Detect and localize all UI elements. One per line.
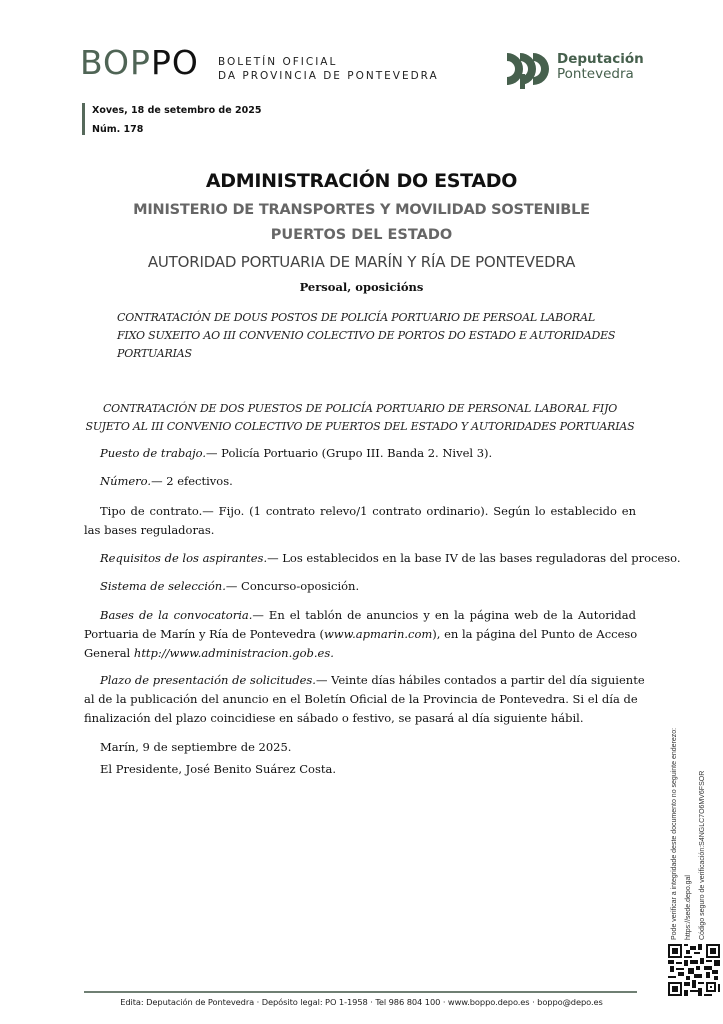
bulletin-title (218, 55, 439, 83)
title-spanish (84, 400, 636, 436)
publisher-line1: Deputación (557, 51, 644, 67)
title-galician (117, 309, 617, 363)
label-puesto: Puesto de trabajo. (100, 446, 207, 460)
label-sistema: Sistema de selección. (100, 579, 226, 593)
footer-divider (84, 991, 637, 993)
text-requisitos: — Los establecidos en la base IV de las bases reguladoras del proceso. (267, 551, 681, 565)
verification-note (668, 650, 720, 940)
text-numero: — 2 efectivos. (151, 474, 233, 488)
text-puesto: — Policía Portuario (Grupo III. Banda 2. Nivel 3). (206, 446, 493, 460)
verification-url[interactable]: https://sede.depo.gal (685, 875, 692, 940)
verification-code: Código seguro de verificación:S4NGLC7O6MV6FSOR (699, 770, 706, 940)
logo-bop: BOP (80, 43, 151, 82)
text-sistema: — Concurso-oposición. (225, 579, 360, 593)
paragraph-plazo (84, 671, 645, 728)
text-bases-3a: General (84, 646, 134, 660)
signature-text: El Presidente, José Benito Suárez Costa. (100, 762, 337, 776)
title-spanish-line: SUJETO AL III CONVENIO COLECTIVO DE PUERTOS DEL ESTADO Y AUTORIDADES PORTUARIAS (85, 420, 635, 433)
heading-authority: AUTORIDAD PORTUARIA DE MARÍN Y RÍA DE PONTEVEDRA (147, 253, 576, 271)
label-plazo: Plazo de presentación de solicitudes. (100, 673, 316, 687)
text-tipo-line1: Tipo de contrato.— Fijo. (1 contrato relevo/1 contrato ordinario). Según lo establecido en (100, 504, 636, 518)
label-numero: Número. (100, 474, 152, 488)
boppo-logo (80, 43, 199, 82)
verification-line1: Pode verificar a integridade deste documento no seguinte enderezo: (671, 727, 678, 940)
paragraph-requisitos (84, 549, 681, 568)
place-date (84, 738, 636, 757)
label-requisitos: Requisitos de los aspirantes. (100, 551, 268, 565)
text-bases-2b: ), en la página del Punto de Acceso (432, 627, 638, 641)
heading-administration: ADMINISTRACIÓN DO ESTADO (205, 170, 518, 192)
text-plazo-2: al de la publicación del anuncio en el Boletín Oficial de la Provincia de Pontevedra. Si el día de (84, 692, 638, 706)
section-label: Persoal, oposicións (299, 280, 424, 294)
deputacion-logo-icon (505, 50, 553, 94)
label-bases: Bases de la convocatoria. (100, 608, 253, 622)
text-plazo-3: finalización del plazo coincidiese en sábado o festivo, se pasará al día siguiente hábil. (84, 711, 584, 725)
paragraph-numero (84, 472, 636, 491)
heading-ministry: MINISTERIO DE TRANSPORTES Y MOVILIDAD SOSTENIBLE (133, 202, 590, 218)
link-administracion[interactable]: http://www.administracion.gob.es. (133, 646, 334, 660)
paragraph-tipo (84, 502, 636, 540)
title-galician-line: FIXO SUXEITO AO III CONVENIO COLECTIVO DE PORTOS DO ESTADO E AUTORIDADES (117, 329, 616, 342)
issue-number: Núm. 178 (92, 124, 144, 135)
text-plazo-1: — Veinte días hábiles contados a partir del día siguiente (315, 673, 645, 687)
title-spanish-line: CONTRATACIÓN DE DOS PUESTOS DE POLICÍA PORTUARIO DE PERSONAL LABORAL FIJO (102, 402, 618, 415)
footer-info: Edita: Deputación de Pontevedra · Depósito legal: PO 1-1958 · Tel 986 804 100 · www.boppo.depo.es · boppo@depo.es (120, 997, 603, 1007)
title-galician-line: CONTRATACIÓN DE DOUS POSTOS DE POLICÍA PORTUARIO DE PERSOAL LABORAL (117, 311, 595, 324)
qr-code-icon (668, 944, 720, 996)
paragraph-puesto (84, 444, 636, 463)
publisher-name (557, 52, 644, 82)
paragraph-sistema (84, 577, 636, 596)
text-tipo-line2: las bases reguladoras. (84, 523, 215, 537)
date-accent-bar (82, 103, 85, 135)
publisher-line2: Pontevedra (557, 66, 634, 82)
link-apmarin[interactable]: www.apmarin.com (323, 627, 433, 641)
text-bases-2a: Portuaria de Marín y Ría de Pontevedra ( (84, 627, 324, 641)
logo-po: PO (150, 43, 199, 82)
text-bases-1: — En el tablón de anuncios y en la página web de la Autoridad (252, 608, 636, 622)
paragraph-bases (84, 606, 636, 663)
title-galician-line: PORTUARIAS (117, 347, 192, 360)
signature (84, 760, 636, 779)
bulletin-title-line2: DA PROVINCIA DE PONTEVEDRA (218, 70, 439, 82)
bulletin-title-line1: BOLETÍN OFICIAL (218, 56, 338, 68)
issue-date: Xoves, 18 de setembro de 2025 (92, 105, 262, 116)
heading-body: PUERTOS DEL ESTADO (270, 227, 453, 243)
place-date-text: Marín, 9 de septiembre de 2025. (100, 740, 292, 754)
issue-info (92, 101, 261, 139)
